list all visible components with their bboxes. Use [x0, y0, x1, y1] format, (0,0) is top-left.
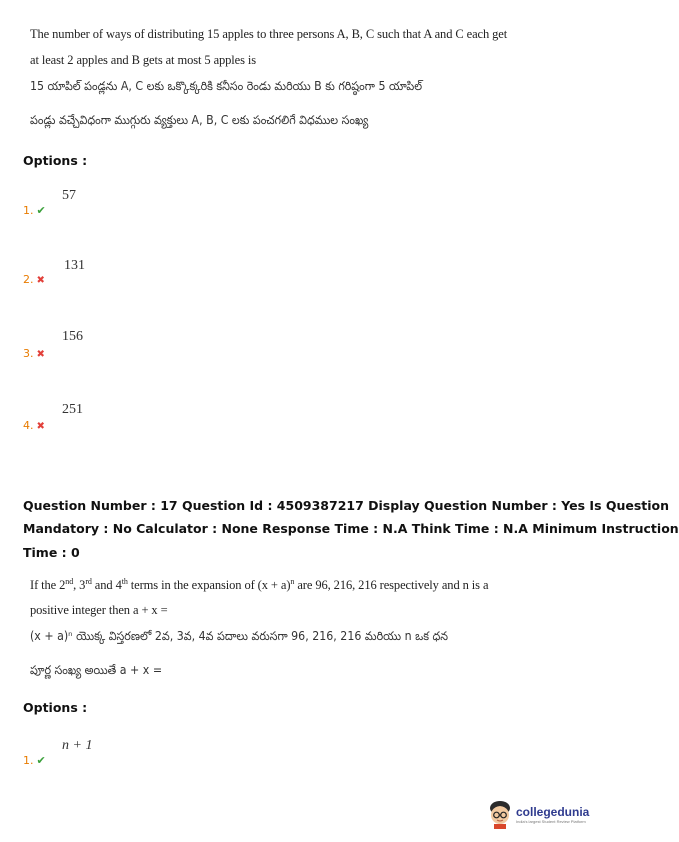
option-value: n + 1 — [62, 738, 93, 753]
option-number: 1. — [23, 754, 34, 767]
q17-english-line1: If the 2nd, 3rd and 4th terms in the expansion of $(x + a)^n$ are 96, 216, 216 respectively and n is a — [30, 577, 489, 593]
q16-telugu-line1: 15 యాపిల్ పండ్లను A, C లకు ఒక్కొక్కరికి కనీసం రెండు మరియు B కు గరిష్ఠంగా 5 యాపిల్ — [30, 79, 423, 93]
q17-meta-line3: Time : 0 — [23, 545, 80, 560]
q16-telugu-line2: పండ్లు వచ్చేవిధంగా ముగ్గురు వ్యక్తులు A, B, C లకు పంచగలిగే విధముల సంఖ్య — [30, 113, 369, 127]
q17-meta-line1: Question Number : 17 Question Id : 4509387217 Display Question Number : Yes Is Question — [23, 498, 670, 513]
q16-options-label: Options : — [23, 153, 88, 168]
check-icon: ✔ — [36, 755, 46, 767]
q17-options-label: Options : — [23, 700, 88, 715]
q16-english-line1: The number of ways of distributing 15 apples to three persons A, B, C such that A and C each get — [30, 27, 508, 41]
option-number: 4. — [23, 419, 34, 432]
q17-telugu-line1: (x + a)ⁿ యొక్క విస్తరణలో 2వ, 3వ, 4వ పదాలు వరుసగా 96, 216, 216 మరియు n ఒక ధన — [30, 629, 449, 643]
cross-icon: ✖ — [36, 349, 45, 360]
option-number: 3. — [23, 347, 34, 360]
option-number: 2. — [23, 273, 34, 286]
mascot-icon — [487, 799, 513, 829]
q16-english-line2: at least 2 apples and B gets at most 5 apples is — [30, 53, 257, 67]
cross-icon: ✖ — [36, 275, 45, 286]
q17-telugu-line2: పూర్ణ సంఖ్య అయితే a + x = — [30, 663, 163, 677]
option-value: 131 — [64, 258, 85, 273]
check-icon: ✔ — [36, 205, 46, 217]
q17-english-line2: positive integer then a + x = — [30, 603, 168, 617]
logo-tagline: India's largest Student Review Platform — [516, 818, 586, 824]
q17-meta-line2: Mandatory : No Calculator : None Response Time : N.A Think Time : N.A Minimum Instruction — [23, 521, 679, 536]
option-value: 156 — [62, 329, 83, 344]
cross-icon: ✖ — [36, 421, 45, 432]
option-value: 57 — [62, 188, 76, 203]
option-value: 251 — [62, 402, 83, 417]
collegedunia-logo — [487, 799, 589, 829]
option-number: 1. — [23, 204, 34, 217]
logo-name: collegedunia — [516, 804, 590, 819]
